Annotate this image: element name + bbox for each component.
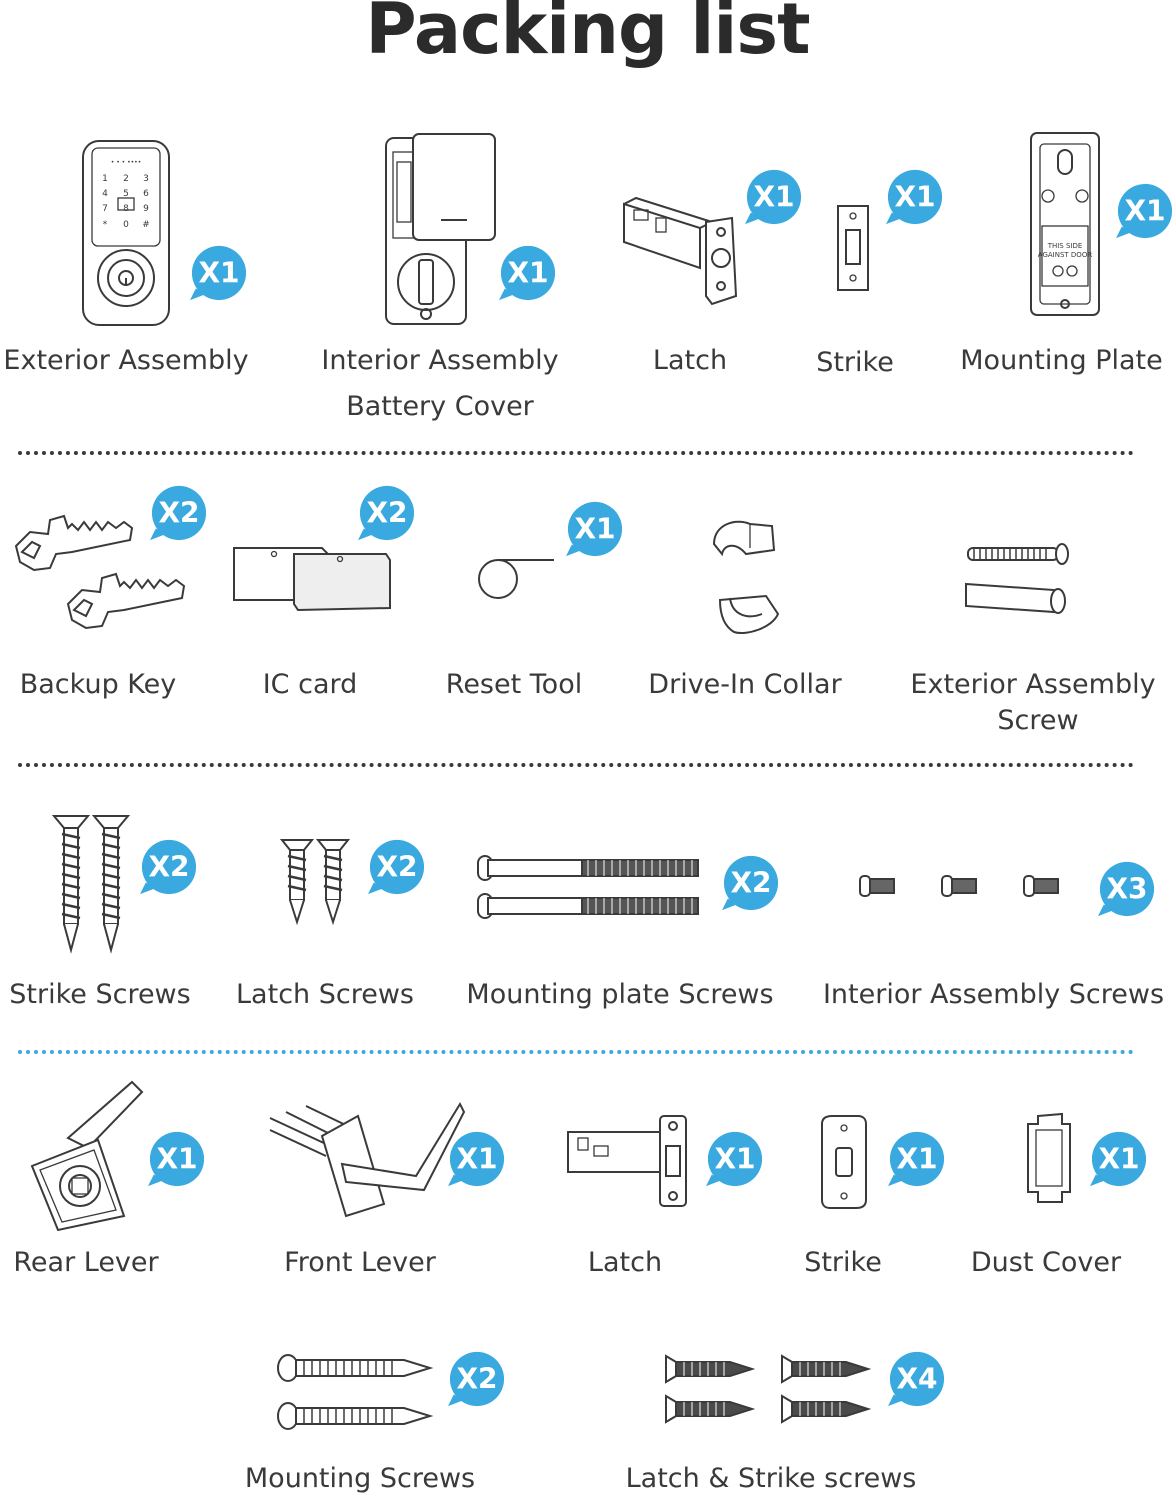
svg-text:3: 3 <box>143 174 149 184</box>
item-label: Interior Assembly Screws <box>822 979 1165 1010</box>
svg-text:7: 7 <box>102 204 108 214</box>
divider <box>18 763 1134 767</box>
item-label: IC card <box>262 669 358 700</box>
svg-text:X1: X1 <box>574 512 616 546</box>
exterior-assembly-screw-icon <box>962 540 1074 616</box>
svg-text:X1: X1 <box>1124 194 1166 228</box>
item-label: Mounting plate Screws <box>466 979 774 1010</box>
strike-screws-icon <box>52 814 132 954</box>
svg-text:2: 2 <box>123 174 129 184</box>
quantity-badge <box>706 1130 764 1188</box>
quantity-badge <box>140 838 198 896</box>
svg-text:AGAINST DOOR: AGAINST DOOR <box>1037 251 1093 259</box>
svg-text:• • • ••••: • • • •••• <box>110 159 142 166</box>
svg-text:X2: X2 <box>456 1362 498 1396</box>
item-label: Interior Assembly <box>321 345 559 376</box>
svg-text:X1: X1 <box>1098 1142 1140 1176</box>
quantity-badge <box>722 854 780 912</box>
interior-assembly-icon <box>383 132 499 328</box>
front-lever-icon <box>266 1100 466 1220</box>
strike-plate-icon <box>818 1114 870 1210</box>
svg-text:X1: X1 <box>456 1142 498 1176</box>
quantity-badge <box>886 168 944 226</box>
item-label: Strike <box>816 347 894 378</box>
svg-text:X2: X2 <box>366 496 408 530</box>
mounting-plate-screws-icon <box>474 852 704 924</box>
quantity-badge <box>148 1130 206 1188</box>
interior-assembly-screws-icon <box>856 872 1064 902</box>
quantity-badge <box>448 1350 506 1408</box>
item-label: Mounting Plate <box>960 345 1163 376</box>
item-label: Reset Tool <box>445 669 583 700</box>
svg-text:X2: X2 <box>730 866 772 900</box>
item-label: Strike <box>804 1247 882 1278</box>
svg-text:X1: X1 <box>507 256 549 290</box>
strike-plate-icon <box>834 204 874 292</box>
svg-text:X4: X4 <box>896 1362 938 1396</box>
svg-text:4: 4 <box>102 189 108 199</box>
quantity-badge <box>448 1130 506 1188</box>
svg-text:THIS SIDE: THIS SIDE <box>1047 242 1083 250</box>
svg-text:X2: X2 <box>158 496 200 530</box>
item-label: Front Lever <box>284 1247 436 1278</box>
item-label: Mounting Screws <box>244 1463 476 1494</box>
rear-lever-icon <box>28 1078 148 1234</box>
mounting-plate-icon <box>1028 130 1102 320</box>
quantity-badge <box>368 838 426 896</box>
svg-text:6: 6 <box>143 189 149 199</box>
svg-text:8: 8 <box>123 204 129 214</box>
svg-text:X1: X1 <box>896 1142 938 1176</box>
item-label: Dust Cover <box>970 1247 1122 1278</box>
latch-icon <box>620 196 750 308</box>
item-label: Latch <box>587 1247 663 1278</box>
item-label-line2: Screw <box>997 705 1079 736</box>
svg-text:X1: X1 <box>714 1142 756 1176</box>
quantity-badge <box>499 244 557 302</box>
quantity-badge <box>1090 1130 1148 1188</box>
mounting-screws-icon <box>274 1352 436 1434</box>
svg-text:X3: X3 <box>1106 872 1148 906</box>
quantity-badge <box>190 244 248 302</box>
quantity-badge <box>358 484 416 542</box>
svg-text:X1: X1 <box>156 1142 198 1176</box>
item-label: Latch Screws <box>236 979 414 1010</box>
svg-text:1: 1 <box>102 174 108 184</box>
svg-text:9: 9 <box>143 204 149 214</box>
page-title: Packing list <box>365 0 810 70</box>
item-label: Strike Screws <box>9 979 191 1010</box>
drive-in-collar-icon <box>706 514 786 642</box>
svg-text:0: 0 <box>123 220 129 230</box>
reset-tool-icon <box>474 554 558 604</box>
quantity-badge <box>888 1130 946 1188</box>
dust-cover-icon <box>1024 1112 1074 1204</box>
svg-text:*: * <box>102 220 108 230</box>
ic-card-icon <box>230 544 392 614</box>
latch-icon <box>564 1112 692 1210</box>
keypad-exterior-assembly-icon <box>80 138 172 328</box>
item-label: Exterior Assembly <box>3 345 249 376</box>
svg-text:#: # <box>142 220 150 230</box>
divider <box>18 451 1134 455</box>
item-label: Backup Key <box>19 669 177 700</box>
quantity-badge <box>150 484 208 542</box>
latch-strike-screws-icon <box>662 1354 874 1430</box>
svg-text:X2: X2 <box>376 850 418 884</box>
quantity-badge <box>888 1350 946 1408</box>
svg-text:X1: X1 <box>894 180 936 214</box>
divider <box>18 1050 1134 1054</box>
quantity-badge <box>745 168 803 226</box>
quantity-badge <box>1116 182 1174 240</box>
svg-text:X2: X2 <box>148 850 190 884</box>
item-label-line2: Battery Cover <box>346 391 534 422</box>
item-label: Rear Lever <box>13 1247 159 1278</box>
item-label: Latch & Strike screws <box>625 1463 917 1494</box>
item-label: Drive-In Collar <box>648 669 842 700</box>
item-label: Exterior Assembly <box>910 669 1156 700</box>
latch-screws-icon <box>280 838 350 926</box>
item-label: Latch <box>652 345 728 376</box>
svg-text:5: 5 <box>123 189 129 199</box>
quantity-badge <box>1098 860 1156 918</box>
quantity-badge <box>566 500 624 558</box>
svg-text:X1: X1 <box>753 180 795 214</box>
svg-text:X1: X1 <box>198 256 240 290</box>
